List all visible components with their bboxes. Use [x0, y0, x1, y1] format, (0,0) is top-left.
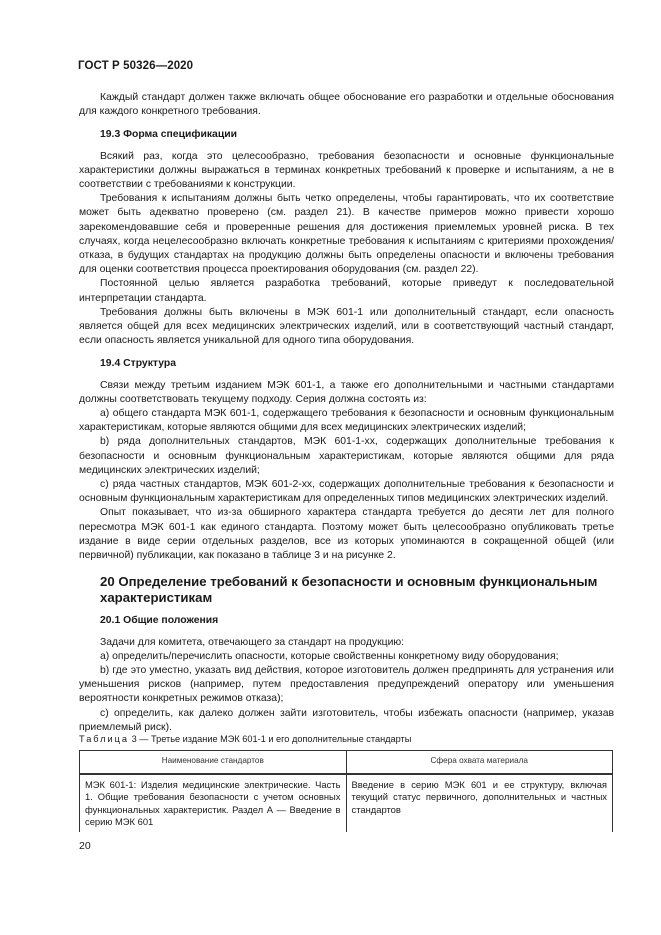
- standards-table: [79, 750, 613, 832]
- list-item: с) определить, как далеко должен зайти изготовитель, чтобы избежать опасности (например, указав приемлемый риск).: [79, 707, 614, 733]
- table-cell: Введение в серию МЭК 601 и ее структуру, включая текущий статус первичного, дополнительных и частных стандартов: [346, 774, 613, 832]
- section-20-heading: 20 Определение требований к безопасности и основным функциональным характеристикам: [100, 574, 598, 606]
- paragraph: Постоянной целью является разработка требований, которые приведут к последовательной интерпретации стандарта.: [79, 278, 614, 304]
- list-item: b) где это уместно, указать вид действия, которое изготовитель должен предпринять для устранения или уменьшения рисков (например, путем предоставления предупреждений оператору или уменьшения вероятности конкретных режимов отказа);: [79, 664, 614, 705]
- table-row: [80, 774, 613, 832]
- page-number: 20: [79, 840, 91, 852]
- list-item: а) общего стандарта МЭК 601-1, содержащего требования к безопасности и основным функциональным характеристикам, которые являются общими для всех медицинских электрических изделий;: [79, 408, 614, 434]
- table-caption-text: 3 — Третье издание МЭК 601-1 и его дополнительные стандарты: [131, 734, 412, 744]
- section-20-1-heading: 20.1 Общие положения: [100, 615, 219, 627]
- intro-paragraph: Каждый стандарт должен также включать общее обоснование его разработки и отдельные обоснования для каждого конкретного требования.: [79, 92, 614, 118]
- list-item: с) ряда частных стандартов, МЭК 601-2-хх, содержащих дополнительные требования к безопасности и основным функциональным характеристикам для определенных типов медицинских электрических изделий.: [79, 479, 614, 505]
- paragraph: Связи между третьим изданием МЭК 601-1, а также его дополнительными и частными стандартами должны соответствовать текущему подходу. Серия должна состоять из:: [79, 379, 614, 405]
- table-caption-label: Таблица: [79, 734, 130, 744]
- column-header: Наименование стандартов: [80, 751, 347, 774]
- column-header: Сфера охвата материала: [346, 751, 613, 774]
- paragraph: Требования к испытаниям должны быть четко определены, чтобы гарантировать, что их соответствие может быть адекватно проверено (см. раздел 21). В качестве примеров можно привести хорошо зарекомендовавшие себя и проверенные решения для достижения приемлемых уровней риска. В тех случаях, когда нецелесообразно включать конкретные требования к испытаниям с критериями прохождения/отказа, в будущих стандартах на продукцию должны быть определены опасности и включены требования для оценки соответствия процесса проектирования оборудования (см. раздел 22).: [79, 193, 614, 276]
- section-19-4-heading: 19.4 Структура: [100, 358, 177, 370]
- section-19-3-heading: 19.3 Форма спецификации: [100, 129, 237, 141]
- paragraph: Всякий раз, когда это целесообразно, требования безопасности и основные функциональные характеристики должны выражаться в терминах конкретных требований к проверке и испытаниям, а не в соответствии с требованиями к конструкции.: [79, 150, 614, 191]
- paragraph: Требования должны быть включены в МЭК 601-1 или дополнительный стандарт, если опасность является общей для всех медицинских электрических изделий, или в соответствующий частный стандарт, если опасность является уникальной для одного типа оборудования.: [79, 306, 614, 347]
- document-header: ГОСТ Р 50326—2020: [78, 60, 194, 72]
- paragraph: Опыт показывает, что из-за обширного характера стандарта требуется до десяти лет для полного пересмотра МЭК 601-1 как единого стандарта. Поэтому может быть целесообразно опубликовать третье издание в виде серии отдельных разделов, все из которых упоминаются в сокращенной общей (или первичной) публикации, как показано в таблице 3 и на рисунке 2.: [79, 507, 614, 562]
- table-header-row: [80, 751, 613, 774]
- table-cell: МЭК 601-1: Изделия медицинские электрические. Часть 1. Общие требования безопасности с учетом основных функциональных характеристик. Раздел А — Введение в серию МЭК 601: [80, 774, 347, 832]
- list-item: а) определить/перечислить опасности, которые свойственны конкретному виду оборудования;: [100, 650, 559, 662]
- list-item: b) ряда дополнительных стандартов, МЭК 601-1-хх, содержащих дополнительные требования к безопасности и основным функциональным характеристикам, которые являются общими для ряда медицинских электрических изделий;: [79, 436, 614, 476]
- paragraph: Задачи для комитета, отвечающего за стандарт на продукцию:: [100, 636, 405, 648]
- table-caption: [79, 734, 411, 744]
- body-text: [79, 91, 614, 735]
